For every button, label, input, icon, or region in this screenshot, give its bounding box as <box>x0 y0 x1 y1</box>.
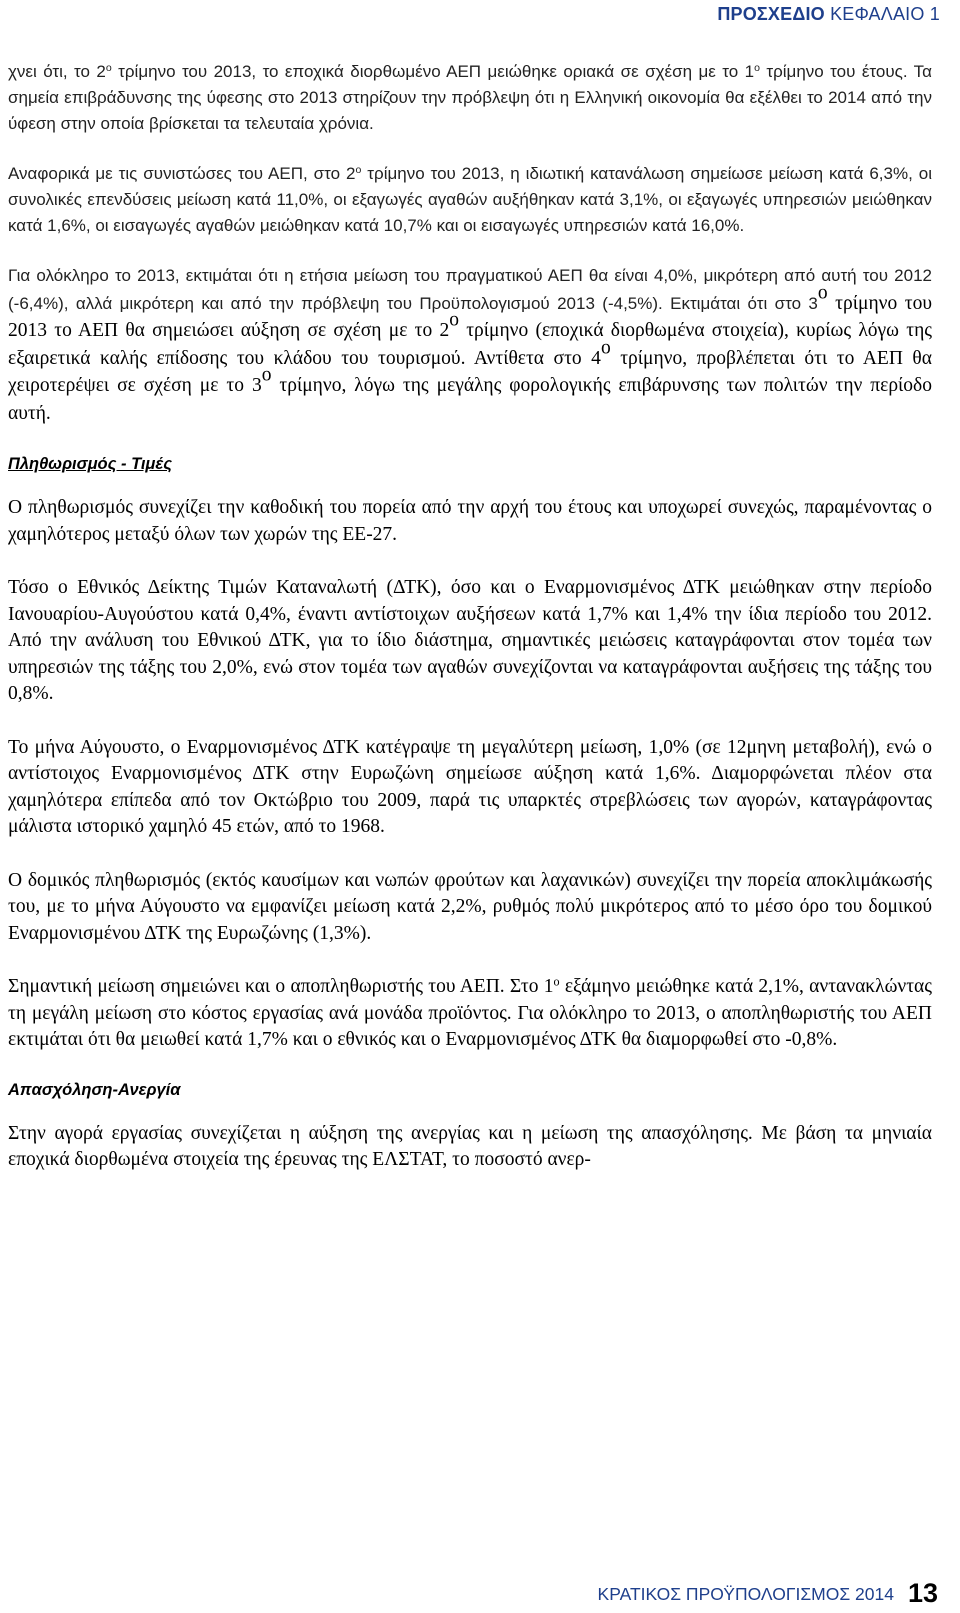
page-footer <box>598 1579 938 1607</box>
running-header <box>717 4 940 25</box>
paragraph-hicp-august: Το μήνα Αύγουστο, ο Εναρμονισμένος ΔΤΚ κατέγραψε τη μεγαλύτερη μείωση, 1,0% (σε 12μηνη μεταβολή), ενώ ο αντίστοιχος Εναρμονισμένος ΔΤΚ στην Ευρωζώνη σημείωσε αύξηση κατά 1,6%. Διαμορφώνεται πλέον στα χαμηλότερα επίπεδα από τον Οκτώβριο του 2009, παρά τις υπαρκτές στρεβλώσεις των αγορών, καταγράφοντας μάλιστα ιστορικό χαμηλό 45 ετών, από το 1968. <box>8 736 932 837</box>
paragraph-gdp-quarter: χνει ότι, το $2^o$ τρίμηνο του 2013, το εποχικά διορθωμένο ΑΕΠ μειώθηκε οριακά σε σχέση με το $1^o$ τρίμηνο του έτους. Τα σημεία επιβράδυνσης της ύφεσης στο 2013 στηρίζουν την πρόβλεψη ότι η Ελληνική οικονομία θα εξέλθει το 2014 από την ύφεση στην οποία βρίσκεται τα τελευταία χρόνια. <box>8 62 933 133</box>
paragraph-gdp-annual-estimate: Για ολόκληρο το 2013, εκτιμάται ότι η ετήσια μείωση του πραγματικού ΑΕΠ θα είναι 4,0%, μικρότερη από αυτή του 2012 (-6,4%), αλλά μικρότερη και από την πρόβλεψη του Προϋπολογισμού 2013 (-4,5%). Εκτιμάται ότι στο $3^o$ τρίμηνο του 2013 το ΑΕΠ θα σημειώσει αύξηση σε σχέση με το $2^o$ τρίμηνο (εποχικά διορθωμένα στοιχεία), κυρίως λόγω της εξαιρετικά καλής επίδοσης του κλάδου του τουρισμού. Αντίθετα στο $4^o$ τρίμηνο, προβλέπεται ότι το ΑΕΠ θα χειροτερέψει σε σχέση με το $3^o$ τρίμηνο, λόγω της μεγάλης φορολογικής επιβάρυνσης των πολιτών την περίοδο αυτή. <box>8 266 932 424</box>
header-draft-label: ΠΡΟΣΧΕΔΙΟ <box>717 4 825 24</box>
paragraph-core-inflation: Ο δομικός πληθωρισμός (εκτός καυσίμων και νωπών φρούτων και λαχανικών) συνεχίζει την πορεία αποκλιμάκωσής του, με το μήνα Αύγουστο να εμφανίζει μείωση κατά 2,2%, ρυθμός πολύ μικρότερος από το μέσο όρο του δομικού Εναρμονισμένου ΔΤΚ της Ευρωζώνης (1,3%). <box>8 869 932 944</box>
page-number: 13 <box>907 1578 938 1608</box>
paragraph-cpi-indices: Τόσο ο Εθνικός Δείκτης Τιμών Καταναλωτή (ΔΤΚ), όσο και ο Εναρμονισμένος ΔΤΚ μειώθηκαν στην περίοδο Ιανουαρίου-Αυγούστου κατά 0,4%, έναντι αντίστοιχων αυξήσεων κατά 1,7% και 1,4% την ίδια περίοδο του 2012. Από την ανάλυση του Εθνικού ΔΤΚ, για το ίδιο διάστημα, σημαντικές μειώσεις καταγράφονται στον τομέα των υπηρεσιών της τάξης του 2,0%, ενώ στον τομέα των αγαθών συνεχίζονται να καταγράφονται αυξήσεις της τάξης του 0,8%. <box>8 577 932 704</box>
page-body <box>8 59 932 1201</box>
paragraph-gdp-deflator: Σημαντική μείωση σημειώνει και ο αποπληθωριστής του ΑΕΠ. Στο $1^o$ εξάμηνο μειώθηκε κατά 2,1%, αντανακλώντας τη μεγάλη μείωση στο κόστος εργασίας ανά μονάδα προϊόντος. Για ολόκληρο το 2013, ο αποπληθωριστής του ΑΕΠ εκτιμάται ότι θα μειωθεί κατά 1,7% και ο εθνικός και ο Εναρμονισμένος ΔΤΚ θα διαμορφωθεί στο -0,8%. <box>8 974 932 1050</box>
paragraph-gdp-components: Αναφορικά με τις συνιστώσες του ΑΕΠ, στο $2^o$ τρίμηνο του 2013, η ιδιωτική κατανάλωση σημείωσε μείωση κατά 6,3%, οι συνολικές επενδύσεις μείωση κατά 11,0%, οι εξαγωγές αγαθών αυξήθηκαν κατά 3,1%, οι εξαγωγές υπηρεσιών μειώθηκαν κατά 1,6%, οι εισαγωγές αγαθών μειώθηκαν κατά 10,7% και οι εισαγωγές υπηρεσιών κατά 16,0%. <box>8 164 932 235</box>
footer-title: ΚΡΑΤΙΚΟΣ ΠΡΟΫΠΟΛΟΓΙΣΜΟΣ 2014 <box>597 1584 894 1604</box>
paragraph-labour-market: Στην αγορά εργασίας συνεχίζεται η αύξηση της ανεργίας και η μείωση της απασχόλησης. Με βάση τα μηνιαία εποχικά διορθωμένα στοιχεία της έρευνας της ΕΛΣΤΑΤ, το ποσοστό ανερ- <box>8 1122 932 1170</box>
section-heading-employment: Απασχόληση-Ανεργία <box>8 1080 181 1099</box>
section-heading-inflation: Πληθωρισμός - Τιμές <box>8 455 173 473</box>
paragraph-inflation-trend: Ο πληθωρισμός συνεχίζει την καθοδική του πορεία από την αρχή του έτους και υποχωρεί συνεχώς, παραμένοντας ο χαμηλότερος μεταξύ όλων των χωρών της ΕΕ-27. <box>8 497 932 545</box>
header-chapter-label: ΚΕΦΑΛΑΙΟ 1 <box>830 4 940 24</box>
